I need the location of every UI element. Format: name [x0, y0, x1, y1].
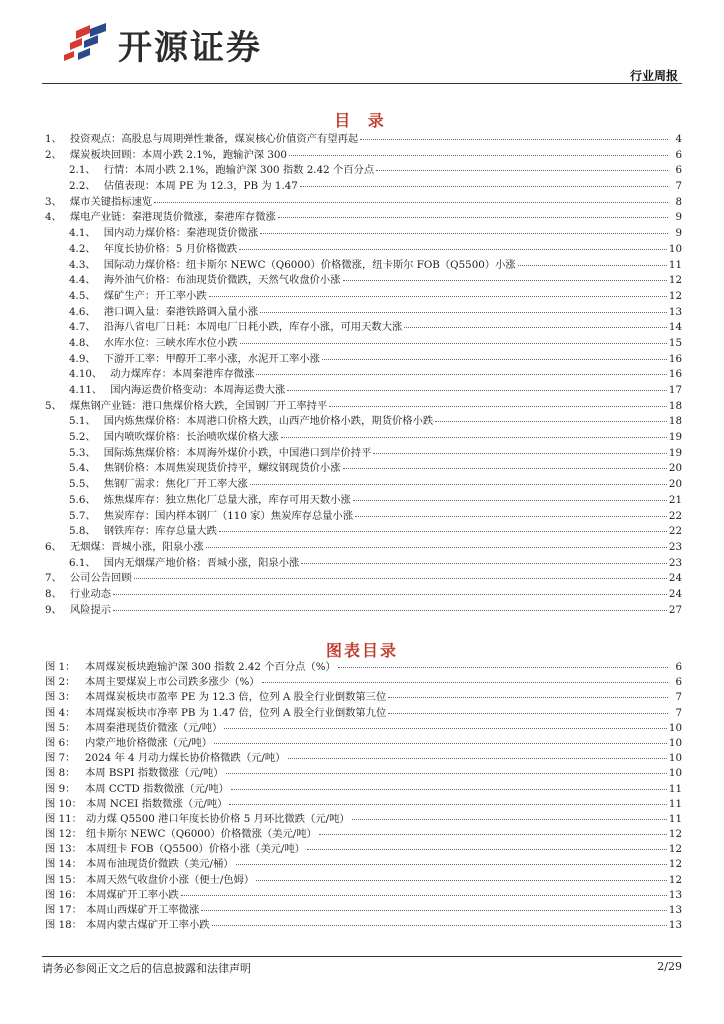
toc-entry-page: 23 [668, 540, 682, 553]
figure-number: 图 4： [45, 706, 76, 719]
figure-page: 13 [668, 919, 682, 932]
dot-leader [281, 437, 667, 438]
toc-entry-text: 国内动力煤价格：秦港现货价微涨 [103, 227, 259, 240]
toc-entry[interactable] [45, 493, 682, 509]
toc-entry-number: 5.1、 [69, 415, 96, 428]
toc-entry[interactable] [45, 571, 682, 587]
figure-number: 图 10： [45, 797, 82, 810]
figure-entry[interactable] [45, 690, 682, 705]
toc-entry-number: 2、 [45, 148, 62, 161]
dot-leader [154, 202, 668, 203]
figure-page: 12 [668, 828, 682, 841]
dot-leader [260, 233, 668, 234]
toc-entry-page: 13 [668, 305, 682, 318]
figure-page: 7 [675, 706, 682, 719]
dot-leader [287, 390, 667, 391]
toc-entry[interactable] [45, 603, 682, 619]
dot-leader [256, 880, 667, 881]
figure-number: 图 7： [45, 752, 76, 765]
figures-title: 图表目录 [325, 641, 398, 660]
toc-entry-number: 4.6、 [69, 305, 96, 318]
dot-leader [338, 667, 668, 668]
toc-entry-page: 14 [668, 321, 682, 334]
toc-entry-text: 公司公告回顾 [69, 572, 132, 585]
toc-entry-text: 年度长协价格：5 月价格微跌 [103, 242, 238, 255]
dot-leader [300, 186, 668, 187]
toc-entry-page: 19 [668, 431, 682, 444]
toc-entry[interactable] [45, 446, 682, 462]
figure-page: 13 [668, 904, 682, 916]
figure-number: 图 9： [45, 782, 76, 795]
toc-entry-page: 24 [668, 572, 682, 585]
toc-entry[interactable] [45, 383, 682, 399]
toc-entry-number: 4.3、 [69, 258, 96, 271]
toc-entry-page: 9 [675, 227, 682, 240]
toc-entry[interactable] [45, 587, 682, 603]
toc-entry[interactable] [45, 258, 682, 274]
figure-text: 本周主要煤炭上市公司跌多涨少（%） [85, 676, 260, 689]
figure-entry[interactable] [45, 766, 682, 781]
toc-entry[interactable] [45, 163, 682, 179]
figure-number: 图 14： [45, 858, 82, 871]
toc-entry[interactable] [45, 242, 682, 258]
figure-number: 图 1： [45, 661, 76, 673]
toc-entry-page: 22 [668, 509, 682, 522]
dot-leader [262, 682, 668, 683]
toc-entry-number: 2.2、 [69, 180, 96, 193]
dot-leader [226, 773, 667, 774]
toc-entry-number: 4、 [45, 211, 62, 224]
figure-text: 本周煤炭板块跑输沪深 300 指数 2.42 个百分点（%） [85, 661, 336, 673]
dot-leader [278, 217, 668, 218]
figure-entry[interactable] [45, 675, 682, 690]
figure-text: 2024 年 4 月动力煤长协价格微跌（元/吨） [85, 752, 286, 765]
dot-leader [301, 563, 667, 564]
toc-entry-text: 煤炭板块回顾：本周小跌 2.1%，跑输沪深 300 [69, 148, 287, 161]
figure-page: 6 [675, 661, 682, 673]
toc-entry-text: 风险提示 [69, 603, 112, 616]
dot-leader [250, 484, 667, 485]
toc-entry-text: 焦钢价格：本周焦炭现货价持平，螺纹钢现货价小涨 [103, 462, 341, 475]
figure-text: 本周天然气收盘价小涨（便士/色姆） [85, 873, 255, 886]
toc-entry-page: 9 [675, 211, 682, 224]
figure-page: 6 [675, 676, 682, 689]
dot-leader [212, 925, 667, 926]
figure-number: 图 12： [45, 828, 82, 841]
toc-entry-page: 8 [675, 195, 682, 208]
toc-entry-text: 海外油气价格：布油现货价微跌，天然气收盘价小涨 [103, 274, 341, 287]
toc-entry[interactable] [45, 195, 682, 211]
logo-text: 开源证券 [118, 27, 262, 68]
figure-page: 11 [668, 797, 682, 810]
dot-leader [388, 697, 668, 698]
toc-entry-page: 17 [668, 384, 682, 396]
dot-leader [355, 516, 667, 517]
toc-entry-page: 7 [675, 180, 682, 193]
toc-entry-text: 下游开工率：甲醇开工率小涨，水泥开工率小涨 [103, 352, 320, 365]
toc-entry-page: 4 [675, 133, 682, 145]
toc-entry-number: 5.6、 [69, 493, 96, 506]
toc-entry-number: 4.4、 [69, 274, 96, 287]
figure-entry[interactable] [45, 721, 682, 736]
toc-entry[interactable] [45, 556, 682, 572]
figure-entry[interactable] [45, 857, 682, 872]
toc-entry-number: 5.2、 [69, 431, 96, 444]
toc-list [45, 132, 682, 618]
toc-entry-page: 16 [668, 368, 682, 381]
toc-entry[interactable] [45, 414, 682, 430]
figure-text: 本周煤炭板块市净率 PB 为 1.47 倍，位列 A 股全行业倒数第九位 [85, 706, 387, 719]
toc-entry[interactable] [45, 210, 682, 226]
toc-entry-page: 20 [668, 462, 682, 475]
figure-text: 动力煤 Q5500 港口年度长协价格 5 月环比微跌（元/吨） [85, 812, 350, 825]
figure-text: 内蒙产地价格微涨（元/吨） [85, 736, 213, 749]
toc-entry-text: 投资观点：高股息与周期弹性兼备，煤炭核心价值资产有望再起 [69, 133, 359, 145]
dot-leader [343, 468, 667, 469]
toc-entry-number: 5.3、 [69, 446, 96, 459]
toc-entry-text: 国内无烟煤产地价格：晋城小涨，阳泉小涨 [103, 556, 300, 569]
figure-number: 图 8： [45, 767, 76, 780]
figure-page: 7 [675, 691, 682, 704]
toc-entry-number: 5.5、 [69, 478, 96, 491]
toc-entry-page: 18 [668, 399, 682, 412]
toc-entry-text: 行业动态 [69, 587, 112, 600]
toc-entry-text: 国际动力煤价格：纽卡斯尔 NEWC（Q6000）价格微涨，纽卡斯尔 FOB（Q5500）小涨 [103, 258, 516, 271]
figure-number: 图 2： [45, 676, 76, 689]
toc-entry[interactable] [45, 352, 682, 368]
toc-entry-number: 4.2、 [69, 242, 96, 255]
figure-page: 11 [668, 782, 682, 795]
dot-leader [435, 421, 667, 422]
dot-leader [224, 728, 667, 729]
toc-entry-number: 4.8、 [69, 336, 96, 349]
toc-entry[interactable] [45, 289, 682, 305]
dot-leader [231, 789, 667, 790]
toc-entry-text: 估值表现：本周 PE 为 12.3，PB 为 1.47 [103, 180, 298, 193]
toc-entry[interactable] [45, 524, 682, 540]
dot-leader [373, 453, 666, 454]
toc-entry[interactable] [45, 148, 682, 164]
figure-text: 本周布油现货价微跌（美元/桶） [85, 858, 234, 871]
figure-page: 10 [668, 767, 682, 780]
footer-divider [42, 956, 682, 957]
figure-page: 12 [668, 843, 682, 856]
toc-entry-number: 4.7、 [69, 321, 96, 334]
toc-entry[interactable] [45, 399, 682, 415]
toc-entry-text: 港口调入量：秦港铁路调入量小涨 [103, 305, 259, 318]
figure-text: 本周内蒙古煤矿开工率小跌 [85, 919, 210, 932]
toc-entry-page: 21 [668, 493, 682, 506]
logo-mark-icon [60, 21, 110, 67]
toc-entry-page: 15 [668, 336, 682, 349]
figure-number: 图 15： [45, 873, 82, 886]
toc-entry-text: 煤市关键指标速览 [69, 195, 153, 208]
toc-entry-text: 无烟煤：晋城小涨，阳泉小涨 [69, 540, 204, 553]
figure-number: 图 3： [45, 691, 76, 704]
toc-entry-text: 煤电产业链：秦港现货价微涨，秦港库存微涨 [69, 211, 276, 224]
dot-leader [288, 758, 667, 759]
toc-entry-text: 沿海八省电厂日耗：本周电厂日耗小跌，库存小涨，可用天数大涨 [103, 321, 403, 334]
toc-entry-page: 27 [668, 603, 682, 616]
toc-entry-number: 5、 [45, 399, 62, 412]
dot-leader [343, 280, 667, 281]
toc-entry-text: 国际炼焦煤价格：本周海外煤价小跌，中国港口到岸价持平 [103, 446, 372, 459]
toc-entry[interactable] [45, 540, 682, 556]
toc-entry-page: 22 [668, 525, 682, 538]
toc-entry[interactable] [45, 273, 682, 289]
toc-entry-text: 国内炼焦煤价格：本周港口价格大跌，山西产地价格小跌，期货价格小跌 [103, 415, 434, 428]
dot-leader [353, 500, 667, 501]
figure-text: 本周煤矿开工率小跌 [85, 888, 179, 901]
figure-page: 10 [668, 721, 682, 734]
toc-entry-text: 煤焦钢产业链：港口焦煤价格大跌，全国钢厂开工率持平 [69, 399, 328, 412]
dot-leader [289, 155, 668, 156]
logo [60, 20, 262, 68]
figure-entry[interactable] [45, 660, 682, 675]
dot-leader [113, 610, 667, 611]
dot-leader [240, 343, 667, 344]
figure-number: 图 18： [45, 919, 82, 932]
toc-entry[interactable] [45, 179, 682, 195]
figure-page: 13 [668, 888, 682, 901]
figure-entry[interactable] [45, 888, 682, 903]
figure-entry[interactable] [45, 842, 682, 857]
toc-entry-text: 焦炭库存：国内样本钢厂（110 家）焦炭库存总量小涨 [103, 509, 354, 522]
toc-entry-page: 20 [668, 478, 682, 491]
figure-entry[interactable] [45, 797, 682, 812]
figure-text: 本周 CCTD 指数微涨（元/吨） [85, 782, 229, 795]
toc-entry-text: 焦钢厂需求：焦化厂开工率大涨 [103, 478, 248, 491]
figure-entry[interactable] [45, 736, 682, 751]
figure-entry[interactable] [45, 873, 682, 888]
dot-leader [219, 531, 667, 532]
toc-entry[interactable] [45, 132, 682, 148]
figure-text: 本周纽卡 FOB（Q5500）价格小涨（美元/吨） [85, 843, 305, 856]
dot-leader [352, 819, 667, 820]
figure-page: 12 [668, 858, 682, 871]
toc-title: 目 录 [334, 111, 390, 130]
toc-entry-number: 6、 [45, 540, 62, 553]
toc-entry[interactable] [45, 305, 682, 321]
toc-entry[interactable] [45, 430, 682, 446]
toc-entry-number: 5.8、 [69, 525, 96, 538]
dot-leader [256, 374, 667, 375]
dot-leader [239, 249, 667, 250]
figure-page: 11 [668, 812, 682, 825]
toc-entry-text: 煤矿生产：开工率小跌 [103, 289, 207, 302]
figure-number: 图 6： [45, 736, 76, 749]
dot-leader [260, 312, 667, 313]
toc-entry-page: 12 [668, 289, 682, 302]
figure-text: 纽卡斯尔 NEWC（Q6000）价格微涨（美元/吨） [85, 828, 317, 841]
dot-leader [518, 265, 667, 266]
toc-entry-page: 6 [675, 148, 682, 161]
figure-text: 本周煤炭板块市盈率 PE 为 12.3 倍，位列 A 股全行业倒数第三位 [85, 691, 387, 704]
toc-entry-number: 4.9、 [69, 352, 96, 365]
figure-entry[interactable] [45, 751, 682, 766]
toc-entry-number: 4.5、 [69, 289, 96, 302]
toc-entry[interactable] [45, 461, 682, 477]
dot-leader [134, 578, 667, 579]
toc-entry-number: 5.4、 [69, 462, 96, 475]
figure-text: 本周 NCEI 指数微涨（元/吨） [85, 797, 228, 810]
figure-page: 10 [668, 736, 682, 749]
figure-number: 图 13： [45, 843, 82, 856]
figure-number: 图 17： [45, 904, 82, 916]
figure-entry[interactable] [45, 827, 682, 842]
dot-leader [404, 327, 667, 328]
figure-text: 本周山西煤矿开工率微涨 [85, 904, 200, 916]
toc-entry-page: 19 [668, 446, 682, 459]
dot-leader [209, 296, 667, 297]
toc-entry-number: 8、 [45, 587, 62, 600]
toc-entry-text: 国内喷吹煤价格：长治喷吹煤价格大涨 [103, 431, 279, 444]
figure-number: 图 11： [45, 812, 82, 825]
toc-entry-number: 7、 [45, 572, 62, 585]
toc-entry-text: 动力煤库存：本周秦港库存微涨 [110, 368, 255, 381]
toc-entry-page: 11 [668, 258, 682, 271]
dot-leader [388, 713, 668, 714]
figure-list [45, 660, 682, 933]
toc-entry[interactable] [45, 509, 682, 525]
toc-entry-number: 5.7、 [69, 509, 96, 522]
toc-entry-page: 18 [668, 415, 682, 428]
toc-entry-page: 24 [668, 587, 682, 600]
figure-entry[interactable] [45, 812, 682, 827]
toc-entry-page: 10 [668, 242, 682, 255]
toc-entry-number: 4.10、 [69, 368, 103, 381]
toc-entry[interactable] [45, 367, 682, 383]
dot-leader [229, 804, 666, 805]
dot-leader [201, 910, 667, 911]
figure-text: 本周秦港现货价微涨（元/吨） [85, 721, 223, 734]
toc-entry-text: 水库水位：三峡水库水位小跌 [103, 336, 238, 349]
page-number: 2/29 [657, 960, 682, 973]
toc-entry-page: 16 [668, 352, 682, 365]
toc-entry-text: 国内海运费价格变动：本周海运费大涨 [110, 384, 286, 396]
dot-leader [206, 547, 667, 548]
dot-leader [181, 895, 667, 896]
toc-entry-number: 4.11、 [69, 384, 103, 396]
toc-entry[interactable] [45, 226, 682, 242]
dot-leader [376, 170, 668, 171]
report-type: 行业周报 [629, 69, 678, 83]
figure-text: 本周 BSPI 指数微涨（元/吨） [85, 767, 224, 780]
dot-leader [236, 864, 667, 865]
figure-entry[interactable] [45, 706, 682, 721]
toc-entry-number: 4.1、 [69, 227, 96, 240]
dot-leader [307, 849, 667, 850]
toc-entry-text: 钢铁库存：库存总量大跌 [103, 525, 217, 538]
toc-entry[interactable] [45, 477, 682, 493]
toc-entry-page: 12 [668, 274, 682, 287]
footer-disclaimer: 请务必参阅正文之后的信息披露和法律声明 [42, 962, 251, 975]
toc-entry-text: 炼焦煤库存：独立焦化厂总量大涨，库存可用天数小涨 [103, 493, 351, 506]
toc-entry-number: 3、 [45, 195, 62, 208]
figure-entry[interactable] [45, 782, 682, 797]
toc-entry-page: 6 [675, 164, 682, 177]
toc-entry-number: 2.1、 [69, 164, 96, 177]
dot-leader [322, 359, 667, 360]
dot-leader [319, 834, 667, 835]
toc-entry-page: 23 [668, 556, 682, 569]
figure-page: 10 [668, 752, 682, 765]
toc-entry[interactable] [45, 320, 682, 336]
figure-number: 图 16： [45, 888, 82, 901]
header-divider [42, 83, 682, 84]
dot-leader [360, 139, 668, 140]
dot-leader [214, 743, 667, 744]
dot-leader [329, 406, 667, 407]
figure-number: 图 5： [45, 721, 76, 734]
toc-entry[interactable] [45, 336, 682, 352]
toc-entry-number: 9、 [45, 603, 62, 616]
figure-entry[interactable] [45, 918, 682, 933]
figure-entry[interactable] [45, 903, 682, 918]
toc-entry-text: 行情：本周小跌 2.1%，跑输沪深 300 指数 2.42 个百分点 [103, 164, 375, 177]
toc-entry-number: 6.1、 [69, 556, 96, 569]
dot-leader [113, 594, 667, 595]
toc-entry-number: 1、 [45, 133, 62, 145]
figure-page: 12 [668, 873, 682, 886]
